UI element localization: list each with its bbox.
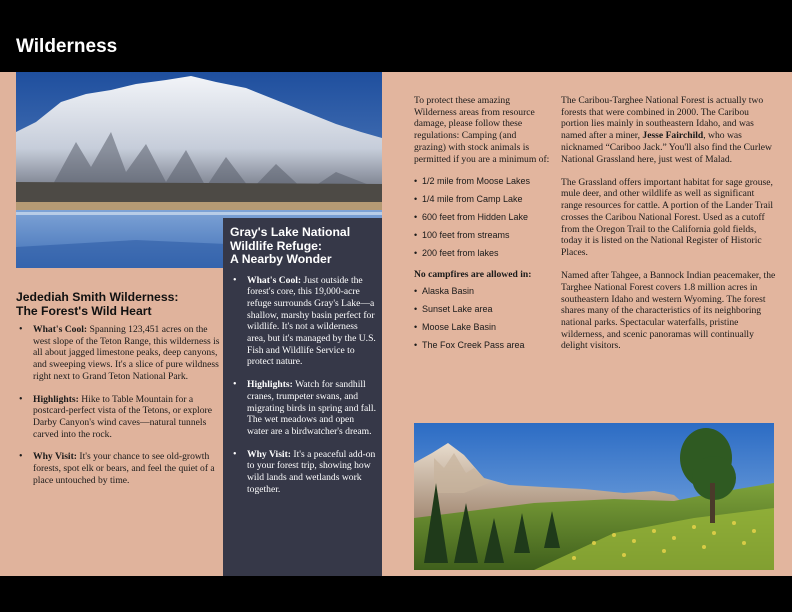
campfire-heading: No campfires are allowed in: (414, 269, 532, 281)
list-item: • The Fox Creek Pass area (414, 336, 550, 354)
list-item: • 1/2 mile from Moose Lakes (414, 172, 550, 190)
footer-bar (0, 576, 792, 612)
list-item: • 100 feet from streams (414, 226, 550, 244)
page-title: Wilderness (16, 36, 118, 57)
jedediah-heading: Jedediah Smith Wilderness: The Forest's Wild Heart (16, 290, 179, 318)
grays-lake-sidebar (223, 218, 382, 576)
regulations-section (414, 95, 550, 360)
list-item: • 1/4 mile from Camp Lake (414, 190, 550, 208)
list-item: • Moose Lake Basin (414, 318, 550, 336)
forest-description (561, 95, 777, 364)
list-item: • Highlights: Watch for sandhill cranes, trumpeter swans, and migrating birds in spring and fall. The wet meadows and open water are a birdwatcher's dream. (230, 379, 376, 438)
regulations-intro: To protect these amazing Wilderness areas from resource damage, please follow these regulations: Camping (and grazing) with stock animals is permitted if you are a minimum of: (414, 95, 550, 165)
list-item: • Why Visit: It's a peaceful add-on to your forest trip, showing how wild lands and wetlands work together. (230, 449, 376, 496)
list-item: • 600 feet from Hidden Lake (414, 208, 550, 226)
grays-lake-heading: Gray's Lake National Wildlife Refuge: A Nearby Wonder (230, 225, 351, 266)
list-item: • Alaska Basin (414, 282, 550, 300)
list-item: • Highlights: Hike to Table Mountain for a postcard-perfect vista of the Tetons, or explore Darby Canyon's wind caves—natural tunnels carved into the rock. (16, 394, 220, 441)
list-item: • Sunset Lake area (414, 300, 550, 318)
jedediah-list (16, 324, 220, 486)
campfire-list (414, 282, 550, 354)
forest-paragraph-2: The Grassland offers important habitat for sage grouse, mule deer, and other wildlife as well as significant range resources for cattle. A portion of the Lander Trail crosses the Caribou National Forest. Used as a cutoff from the Oregon Trail to the California gold fields, today it is listed on the National Register of Historic Places. (561, 176, 774, 258)
list-item: • What's Cool: Spanning 123,451 acres on the west slope of the Teton Range, this wilderness is all about jagged limestone peaks, deep canyons, and sweeping views. It's a slice of pure wildness right next to Grand Teton National Park. (16, 324, 220, 383)
header-bar (0, 0, 792, 72)
distance-list (414, 172, 550, 262)
grays-lake-list (230, 275, 376, 496)
mountain-meadow-photo (414, 423, 774, 570)
jedediah-smith-section (16, 291, 220, 497)
forest-paragraph-1: The Caribou-Targhee National Forest is actually two forests that were combined in 2000. The Caribou portion lies mainly in southeastern Idaho, and was named after a miner, Jesse Fairchild, who was nicknamed “Cariboo Jack.” You'll also find the Curlew National Grassland here, just west of Malad. (561, 95, 772, 165)
forest-paragraph-3: Named after Tahgee, a Bannock Indian peacemaker, the Targhee National Forest covers 1.8 million acres in southeastern Idaho and western Wyoming. The forest shares many of the characteristics of its neighboring national parks. Spectacular waterfalls, pristine wilderness, and scenic panoramas will continually delight visitors. (561, 270, 776, 352)
list-item: • Why Visit: It's your chance to see old-growth forests, spot elk or bears, and feel the quiet of a place untouched by time. (16, 451, 220, 486)
list-item: • What's Cool: Just outside the forest's core, this 19,000-acre refuge surrounds Gray's Lake—a shallow, marshy basin perfect for wildlife. It's not a wilderness area, but it's managed by the U.S. Fish and Wildlife Service to protect nature. (230, 275, 376, 369)
list-item: • 200 feet from lakes (414, 244, 550, 262)
